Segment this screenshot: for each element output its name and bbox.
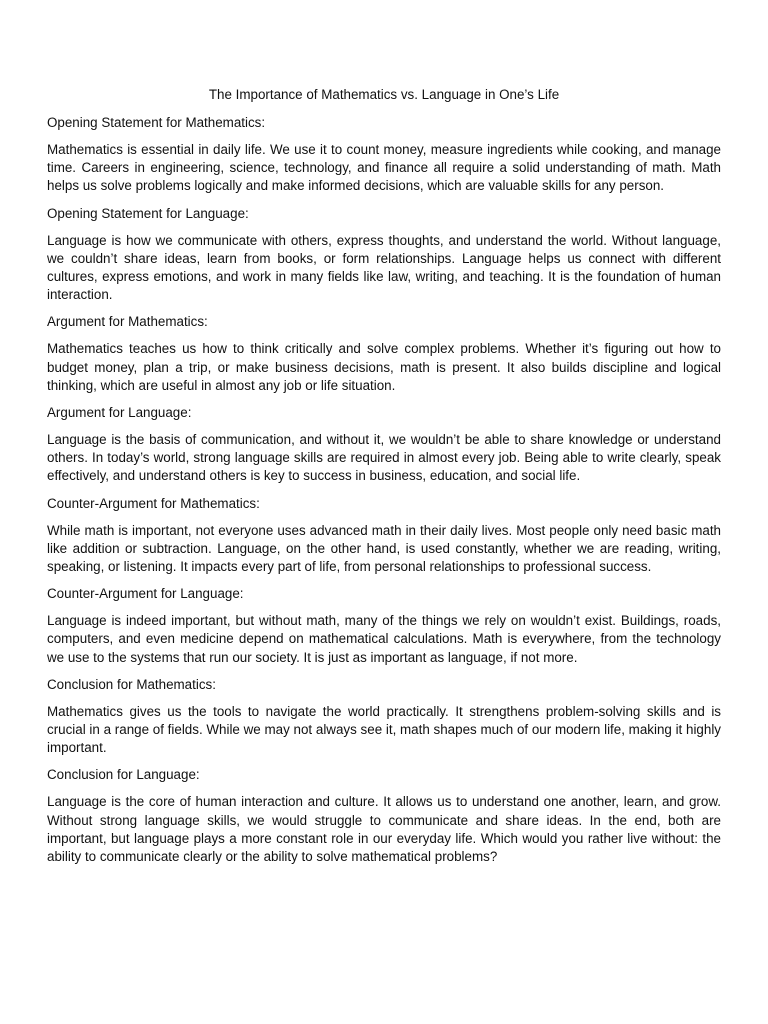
section-body: Language is the basis of communication, and without it, we wouldn’t be able to share knowledge or understand others. In today’s world, strong language skills are required in almost every job. Being able to write clearly, speak effectively, and understand others is key to success in business, education, and social life. [47, 432, 721, 484]
section-body: Mathematics gives us the tools to navigate the world practically. It strengthens problem-solving skills and is crucial in a range of fields. While we may not always see it, math shapes much of our modern life, making it highly important. [47, 703, 721, 756]
section-body: Language is indeed important, but without math, many of the things we rely on wouldn’t exist. Buildings, roads, computers, and even medicine depend on mathematical calculations. Math is everywhere, from the technology we use to the systems that run our society. It is just as important as language, if not more. [47, 613, 721, 665]
section-body: Mathematics is essential in daily life. We use it to count money, measure ingredients while cooking, and manage time. Careers in engineering, science, technology, and finance all require a solid understanding of math. Math helps us solve problems logically and make informed decisions, which are valuable skills for any person. [47, 142, 721, 194]
section-counter-argument-mathematics [47, 495, 721, 577]
section-opening-mathematics [47, 114, 721, 196]
document-title: The Importance of Mathematics vs. Language in One’s Life [208, 87, 560, 102]
section-opening-language [47, 205, 721, 305]
section-heading: Opening Statement for Mathematics: [47, 115, 266, 130]
section-heading: Argument for Mathematics: [47, 314, 208, 330]
section-body: While math is important, not everyone uses advanced math in their daily lives. Most people only need basic math like addition or subtraction. Language, on the other hand, is used constantly, whether we are reading, writing, speaking, or listening. It impacts every part of life, from personal relationships to professional success. [47, 522, 721, 575]
section-heading: Counter-Argument for Language: [47, 586, 244, 602]
section-heading: Conclusion for Language: [47, 767, 200, 783]
section-conclusion-mathematics [47, 676, 721, 758]
section-body: Language is the core of human interaction and culture. It allows us to understand one another, learn, and grow. Without strong language skills, we would struggle to communicate and share ideas. In the end, both are important, but language plays a more constant role in our everyday life. Which would you rather live without: the ability to communicate clearly or the ability to solve mathematical problems? [47, 794, 721, 865]
section-argument-language [47, 404, 721, 486]
section-counter-argument-language [47, 585, 721, 667]
section-heading: Conclusion for Mathematics: [47, 676, 216, 692]
section-argument-mathematics [47, 313, 721, 395]
section-heading: Argument for Language: [47, 405, 192, 421]
section-heading: Counter-Argument for Mathematics: [47, 495, 260, 511]
section-conclusion-language [47, 766, 721, 866]
section-body: Language is how we communicate with others, express thoughts, and understand the world. Without language, we couldn’t share ideas, learn from books, or form relationships. Language helps us connect with different cultures, express emotions, and work in many fields like law, writing, and teaching. It is the foundation of human interaction. [47, 232, 721, 303]
section-body: Mathematics teaches us how to think critically and solve complex problems. Whether it’s figuring out how to budget money, plan a trip, or make business decisions, math is present. It also builds discipline and logical thinking, which are useful in almost any job or life situation. [47, 341, 721, 393]
section-heading: Opening Statement for Language: [47, 205, 249, 221]
